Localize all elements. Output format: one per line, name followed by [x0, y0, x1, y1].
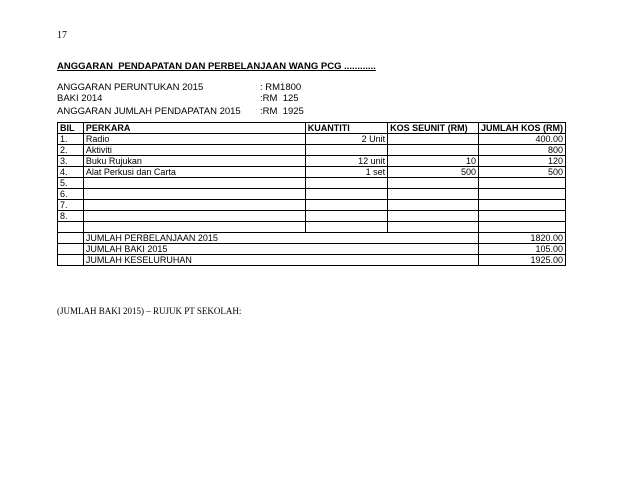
cell-perkara	[83, 200, 305, 211]
cell-jumlah-kos: 500	[478, 167, 565, 178]
cell-perkara	[83, 211, 305, 222]
cell-bil: 3.	[58, 156, 84, 167]
cell-jumlah-kos	[478, 200, 565, 211]
summary-value: :RM 1925	[260, 106, 304, 117]
cell-kos-seunit	[388, 222, 479, 233]
cell-kuantiti	[305, 222, 387, 233]
cell-jumlah-kos	[478, 211, 565, 222]
summary-label: ANGGARAN JUMLAH PENDAPATAN 2015	[57, 106, 241, 117]
summary-row-allocation	[57, 82, 304, 93]
cell-bil	[58, 244, 84, 255]
cell-kos-seunit: 10	[388, 156, 479, 167]
cell-perkara	[83, 222, 305, 233]
budget-summary	[57, 82, 304, 117]
total-label: JUMLAH KESELURUHAN	[83, 255, 478, 266]
header-bil: BIL	[58, 123, 84, 134]
header-perkara: PERKARA	[83, 123, 305, 134]
table-row	[58, 134, 566, 145]
cell-kos-seunit: 500	[388, 167, 479, 178]
cell-perkara: Aktiviti	[83, 145, 305, 156]
table-row	[58, 167, 566, 178]
cell-kos-seunit	[388, 178, 479, 189]
cell-kuantiti: 2 Unit	[305, 134, 387, 145]
table-header-row	[58, 123, 566, 134]
total-value: 105.00	[478, 244, 565, 255]
cell-jumlah-kos	[478, 178, 565, 189]
summary-label: ANGGARAN PERUNTUKAN 2015	[57, 82, 204, 93]
cell-perkara: Buku Rujukan	[83, 156, 305, 167]
cell-bil	[58, 255, 84, 266]
table-row	[58, 200, 566, 211]
table-row	[58, 156, 566, 167]
summary-value: :RM 125	[260, 93, 299, 104]
cell-kuantiti	[305, 145, 387, 156]
cell-jumlah-kos: 120	[478, 156, 565, 167]
cell-bil	[58, 222, 84, 233]
total-value: 1820.00	[478, 233, 565, 244]
total-value: 1925.00	[478, 255, 565, 266]
cell-perkara	[83, 178, 305, 189]
cell-kos-seunit	[388, 145, 479, 156]
cell-bil: 7.	[58, 200, 84, 211]
total-label: JUMLAH PERBELANJAAN 2015	[83, 233, 478, 244]
total-row-overall	[58, 255, 566, 266]
cell-kuantiti	[305, 211, 387, 222]
page-number: 17	[57, 30, 67, 41]
summary-row-balance	[57, 93, 304, 104]
cell-bil: 1.	[58, 134, 84, 145]
total-label: JUMLAH BAKI 2015	[83, 244, 478, 255]
cell-perkara: Radio	[83, 134, 305, 145]
table-row	[58, 145, 566, 156]
cell-bil: 5.	[58, 178, 84, 189]
cell-perkara: Alat Perkusi dan Carta	[83, 167, 305, 178]
total-row-balance	[58, 244, 566, 255]
cell-bil: 8.	[58, 211, 84, 222]
cell-jumlah-kos: 400.00	[478, 134, 565, 145]
cell-kuantiti	[305, 200, 387, 211]
header-jumlah-kos: JUMLAH KOS (RM)	[478, 123, 565, 134]
cell-kuantiti: 12 unit	[305, 156, 387, 167]
header-kuantiti: KUANTITI	[305, 123, 387, 134]
cell-bil: 6.	[58, 189, 84, 200]
summary-label: BAKI 2014	[57, 93, 103, 104]
cell-jumlah-kos	[478, 222, 565, 233]
cell-jumlah-kos	[478, 189, 565, 200]
cell-kuantiti	[305, 178, 387, 189]
cell-kuantiti	[305, 189, 387, 200]
cell-perkara	[83, 189, 305, 200]
cell-bil	[58, 233, 84, 244]
cell-kos-seunit	[388, 211, 479, 222]
table-row	[58, 222, 566, 233]
summary-row-total-income	[57, 106, 304, 117]
cell-kos-seunit	[388, 200, 479, 211]
cell-bil: 4.	[58, 167, 84, 178]
cell-jumlah-kos: 800	[478, 145, 565, 156]
cell-kos-seunit	[388, 134, 479, 145]
table-row	[58, 189, 566, 200]
total-row-expenditure	[58, 233, 566, 244]
cell-bil: 2.	[58, 145, 84, 156]
header-kos-seunit: KOS SEUNIT (RM)	[388, 123, 479, 134]
table-row	[58, 178, 566, 189]
cell-kos-seunit	[388, 189, 479, 200]
summary-value: : RM1800	[260, 82, 302, 93]
footer-note: (JUMLAH BAKI 2015) – RUJUK PT SEKOLAH:	[57, 306, 242, 316]
document-title: ANGGARAN PENDAPATAN DAN PERBELANJAAN WANG PCG ............	[57, 61, 376, 72]
table-row	[58, 211, 566, 222]
cell-kuantiti: 1 set	[305, 167, 387, 178]
budget-table	[57, 122, 566, 266]
